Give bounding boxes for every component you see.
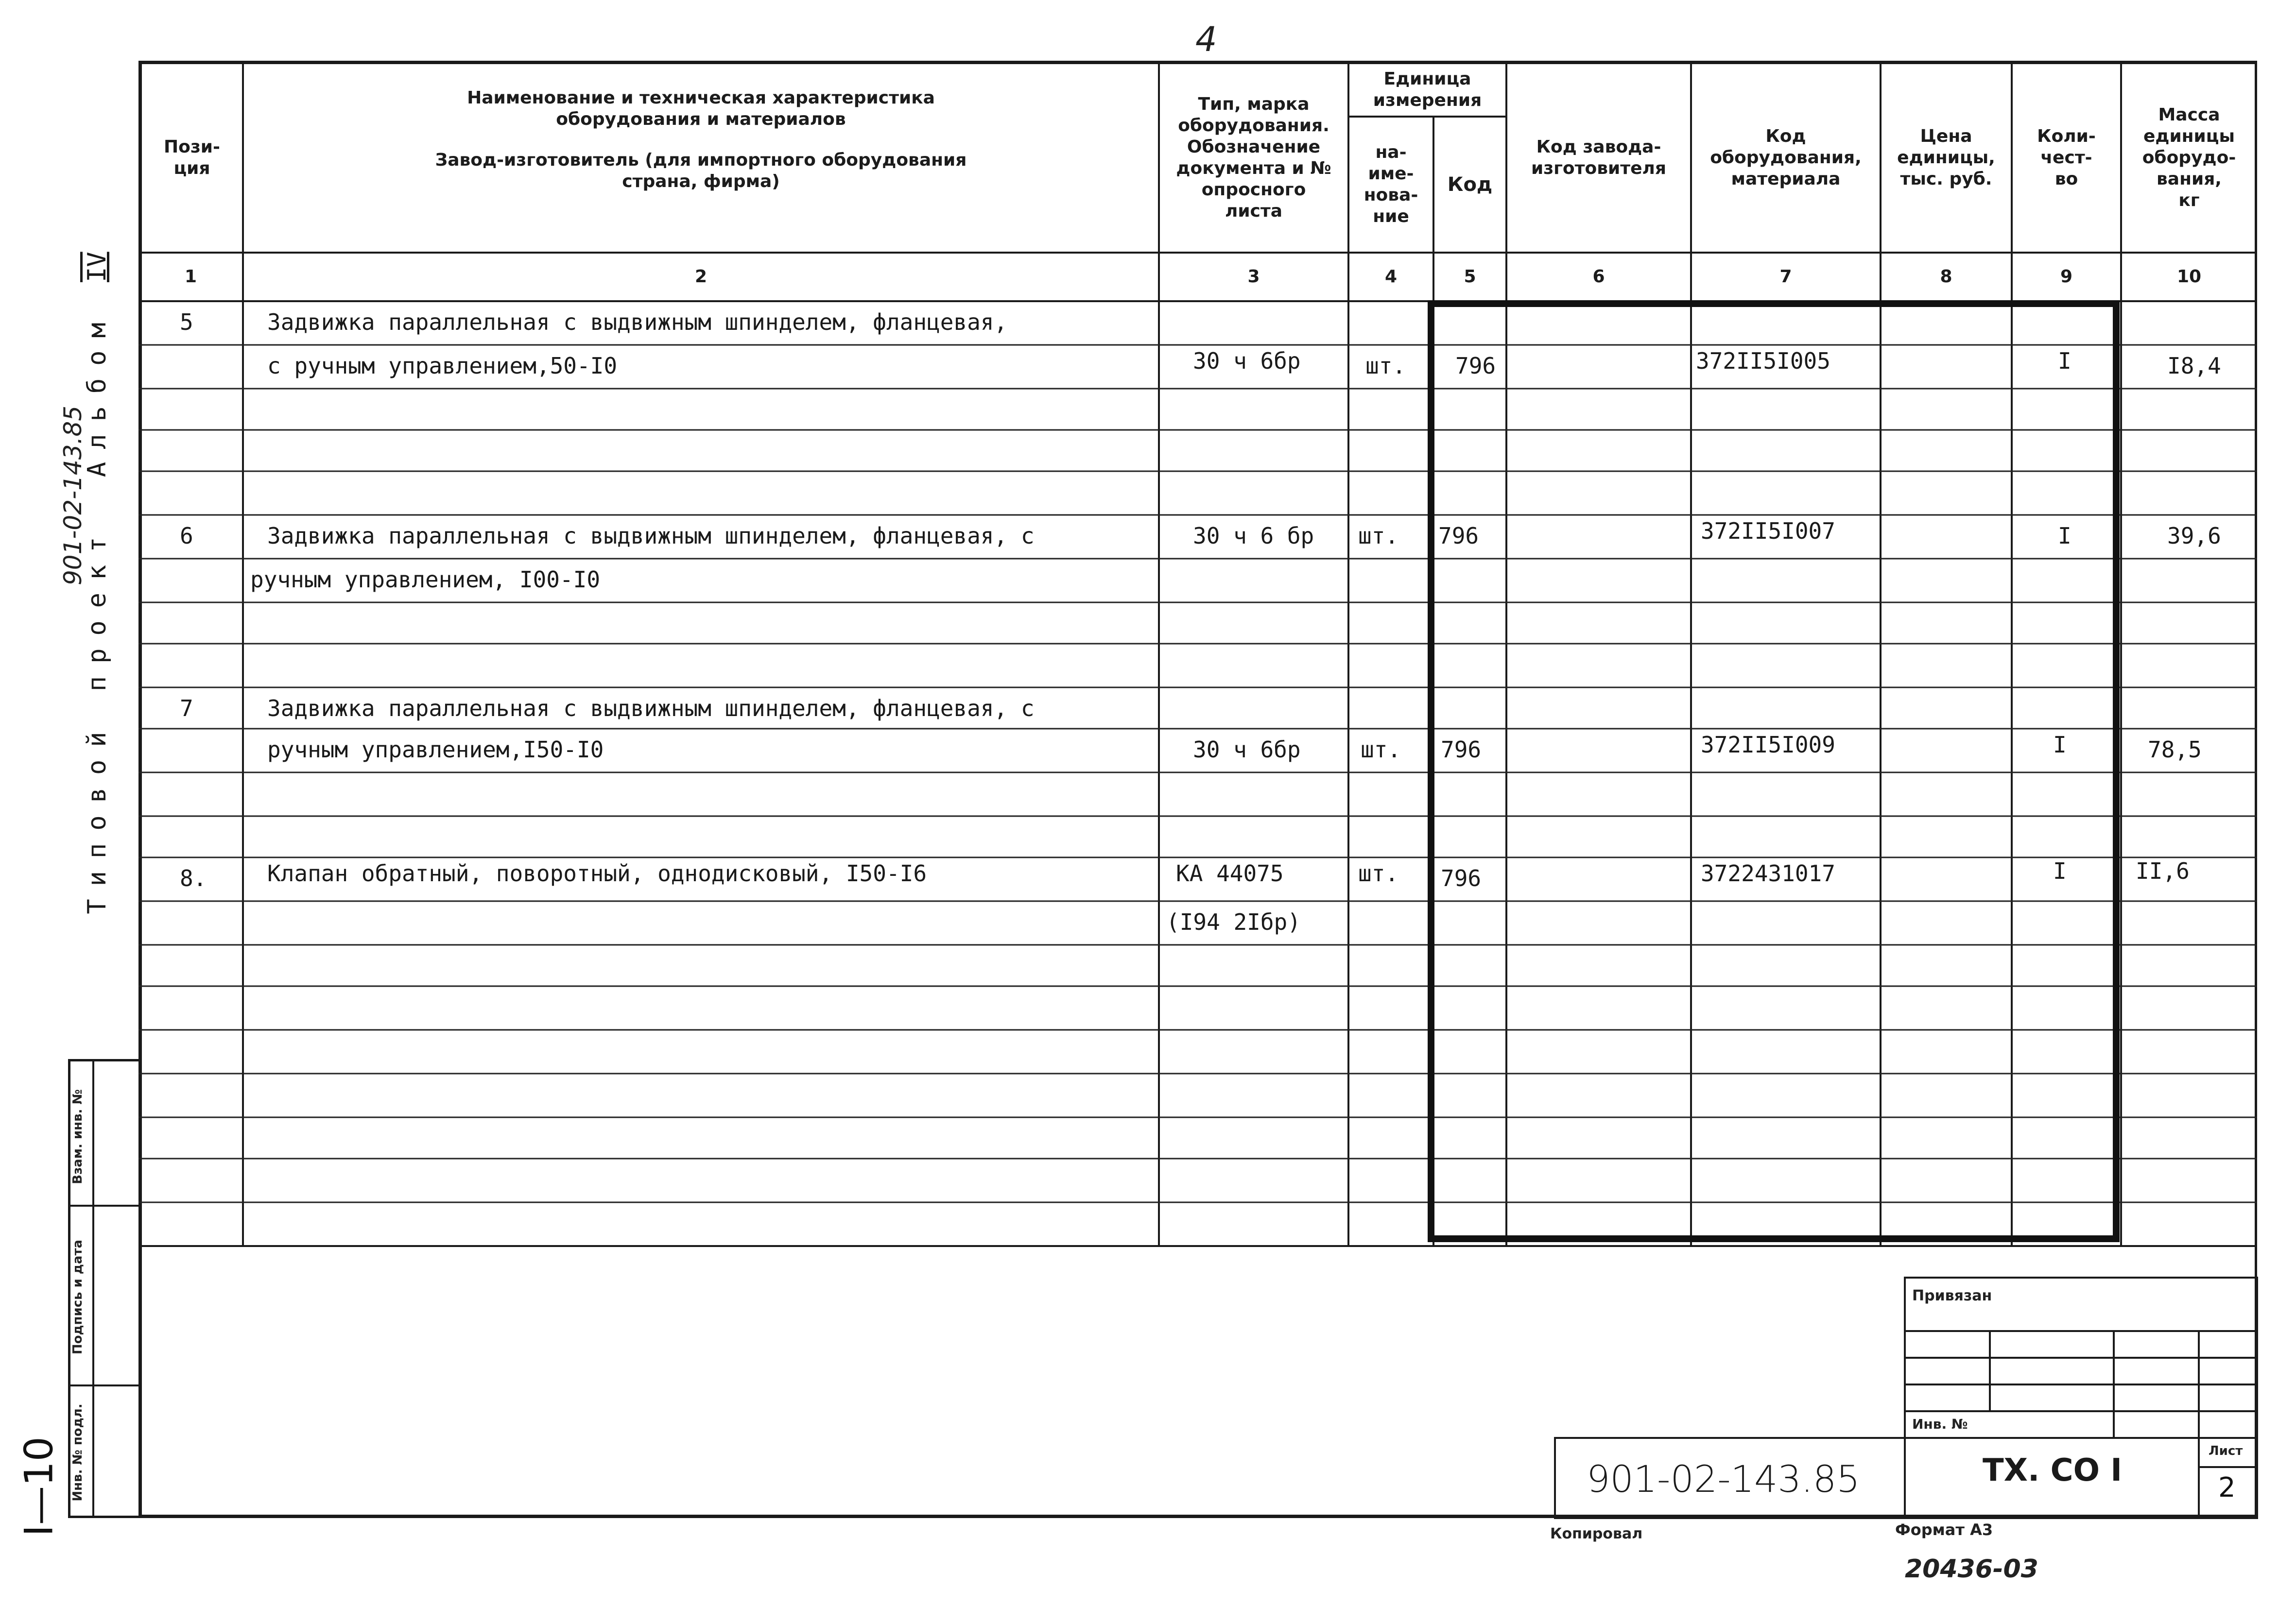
item7-code: 372II5I009 xyxy=(1701,732,1835,758)
item6-name-line1: Задвижка параллельная с выдвижным шпинделем, фланцевая, с xyxy=(267,523,1035,549)
inventory-label: Инв. № xyxy=(1912,1416,1968,1432)
item7-pos: 7 xyxy=(180,695,193,721)
colnum-4: 4 xyxy=(1384,267,1398,287)
item5-unit: шт. xyxy=(1365,353,1406,379)
item5-name-line2: с ручным управлением,50-I0 xyxy=(267,353,618,379)
format-label: Формат А3 xyxy=(1895,1521,1993,1539)
stamp-mark: I—10 xyxy=(16,1436,62,1537)
vertical-project-code: 901-02-143.85 xyxy=(59,405,87,586)
colnum-7: 7 xyxy=(1779,267,1792,287)
item6-code: 372II5I007 xyxy=(1701,518,1835,544)
bottom-archive-number: 20436-03 xyxy=(1905,1555,2038,1584)
colnum-5: 5 xyxy=(1464,267,1476,287)
header-factory-code: Код завода- изготовителя xyxy=(1531,137,1667,178)
item7-mass: 78,5 xyxy=(2148,736,2202,763)
document-code: 901-02-143.85 xyxy=(1587,1457,1860,1501)
sheet-number: 2 xyxy=(2218,1472,2236,1503)
item8-name-line1: Клапан обратный, поворотный, однодисковый, I50-I6 xyxy=(267,860,927,887)
item7-qty: I xyxy=(2053,732,2067,758)
header-mass: Масса единицы оборудо- вания, кг xyxy=(2142,105,2236,210)
item7-unit-code: 796 xyxy=(1441,736,1482,763)
colnum-9: 9 xyxy=(2060,267,2073,287)
item8-unit: шт. xyxy=(1358,860,1399,887)
item7-name-line2: ручным управлением,I50-I0 xyxy=(267,736,604,763)
item6-unit-code: 796 xyxy=(1438,523,1479,549)
sheet-label: Лист xyxy=(2209,1444,2243,1458)
header-quantity: Коли- чест- во xyxy=(2037,126,2096,189)
item7-unit: шт. xyxy=(1361,736,1401,763)
header-name-line2: оборудования и материалов xyxy=(556,109,846,129)
header-name-line4: страна, фирма) xyxy=(622,171,780,191)
item6-mass: 39,6 xyxy=(2167,523,2221,549)
bound-label: Привязан xyxy=(1912,1287,1992,1304)
item7-type: 30 ч 6бр xyxy=(1193,736,1301,763)
header-position: Пози- ция xyxy=(164,137,220,178)
item8-type-line1: КА 44075 xyxy=(1176,860,1284,887)
header-type: Тип, марка оборудования. Обозначение документа и № опросного листа xyxy=(1176,94,1331,221)
item6-type: 30 ч 6 бр xyxy=(1193,523,1314,549)
item6-name-line2: ручным управлением, I00-I0 xyxy=(250,566,601,593)
item8-unit-code: 796 xyxy=(1441,865,1482,891)
item8-qty: I xyxy=(2053,858,2067,884)
header-unit-code: Код xyxy=(1447,173,1493,196)
colnum-3: 3 xyxy=(1247,267,1260,287)
header-name-line1: Наименование и техническая характеристика xyxy=(467,88,935,108)
colnum-2: 2 xyxy=(694,267,708,287)
item8-type-line2: (I94 2Iбр) xyxy=(1166,909,1301,935)
item5-type: 30 ч 6бр xyxy=(1193,348,1301,374)
item6-pos: 6 xyxy=(180,523,193,549)
item5-code: 372II5I005 xyxy=(1696,348,1830,374)
item5-name-line1: Задвижка параллельная с выдвижным шпинделем, фланцевая, xyxy=(267,309,1008,335)
header-unit-name: на- име- нова- ние xyxy=(1364,142,1418,226)
vertical-title-album: Альбом xyxy=(83,310,112,478)
stamp-label-inventory: Инв. № подл. xyxy=(70,1403,85,1502)
item8-pos: 8. xyxy=(180,865,207,891)
header-unit-group: Единица измерения xyxy=(1373,69,1482,110)
header-name-line3: Завод-изготовитель (для импортного оборудования xyxy=(435,150,967,170)
stamp-label-replaced: Взам. инв. № xyxy=(70,1089,85,1184)
stamp-label-signature: Подпись и дата xyxy=(70,1239,85,1355)
item6-unit: шт. xyxy=(1358,523,1399,549)
colnum-10: 10 xyxy=(2176,267,2202,287)
document-mark: ТХ. СО I xyxy=(1983,1452,2123,1488)
colnum-8: 8 xyxy=(1940,267,1952,287)
header-equipment-code: Код оборудования, материала xyxy=(1710,126,1862,189)
vertical-title-roman: IV xyxy=(83,252,112,282)
item5-unit-code: 796 xyxy=(1455,353,1496,379)
item5-qty: I xyxy=(2058,348,2072,374)
item8-mass: II,6 xyxy=(2136,858,2190,884)
item8-code: 3722431017 xyxy=(1701,860,1835,887)
copied-label: Копировал xyxy=(1550,1525,1643,1542)
item5-mass: I8,4 xyxy=(2167,353,2221,379)
item6-qty: I xyxy=(2058,523,2072,549)
item5-pos: 5 xyxy=(180,309,193,335)
page-number: 4 xyxy=(1195,19,1217,59)
header-price: Цена единицы, тыс. руб. xyxy=(1897,126,1995,189)
item7-name-line1: Задвижка параллельная с выдвижным шпинделем, фланцевая, с xyxy=(267,695,1035,721)
colnum-1: 1 xyxy=(184,267,197,287)
vertical-title-main: Типовой проект xyxy=(83,524,112,914)
colnum-6: 6 xyxy=(1592,267,1605,287)
